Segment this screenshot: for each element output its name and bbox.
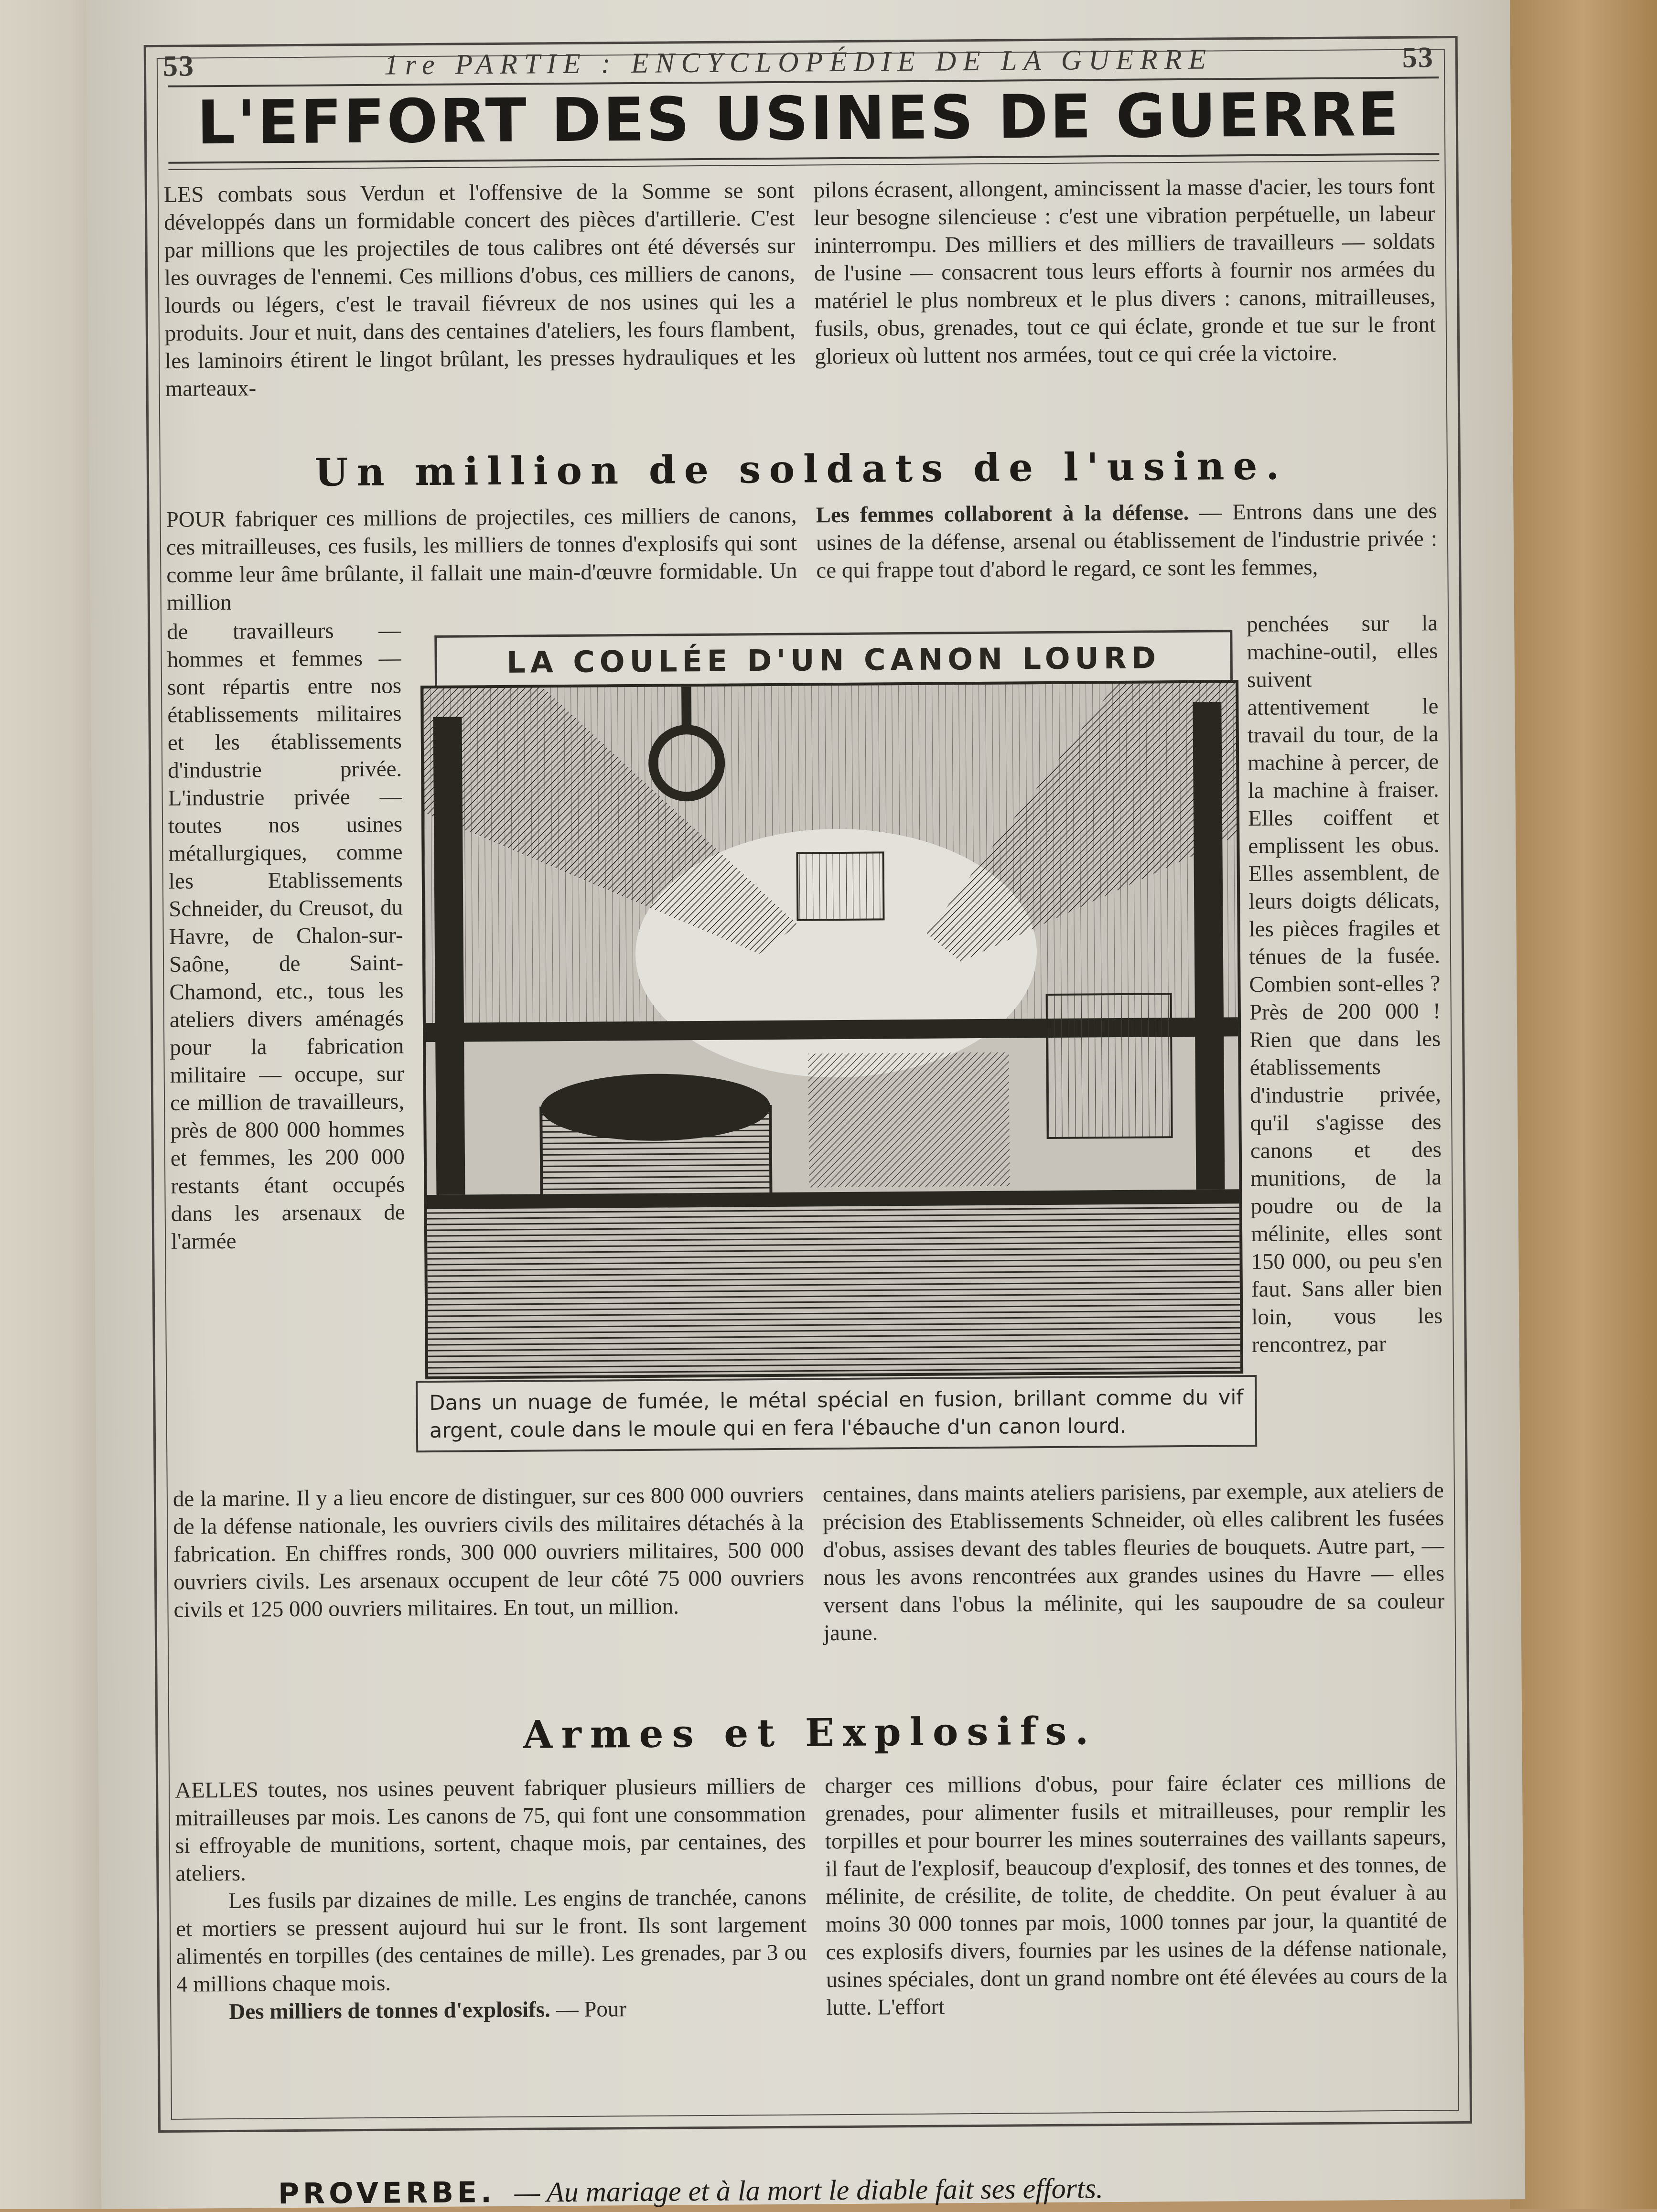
foundry-illustration: [423, 683, 1240, 1376]
page-title: L'EFFORT DES USINES DE GUERRE: [196, 79, 1401, 158]
section-title-1: Un million de soldats de l'usine.: [314, 443, 1288, 495]
section1-left-narrow-text: de travailleurs — hommes et femmes — sont répartis entre nos établissements militaires et les établissements d'industrie privée. L'industrie privée — toutes nos usines métallurgiques, comme les Etablissements Schneider, du Creusot, du Havre, de Chalon-sur-Saône, de Saint-Chamond, etc., tous les ateliers divers aménagés pour la fabrication militaire — occupe, sur ce million de travailleurs, près de 800 000 hommes et femmes, les 200 000 restants étant occupés dans les arsenaux de l'armée: [167, 618, 405, 1254]
footer-proverb: [278, 2169, 1520, 2211]
section2-right-column: [825, 1768, 1448, 2021]
section2-left-p2: Les fusils par dizaines de mille. Les engins de tranchée, canons et mortiers se pressent aujourd hui sur le front. Ils sont largement alimentés en torpilles (des centaines de mille). Les grenades, par 3 ou 4 millions chaque mois.: [176, 1884, 807, 1997]
page-number-left: 53: [162, 49, 195, 83]
figure-caption: Dans un nuage de fumée, le métal spécial en fusion, brillant comme du vif argent, coule dans le moule qui en fera l'ébauche d'un canon lourd.: [416, 1375, 1257, 1452]
foundry-engraving: [420, 680, 1243, 1379]
wood-table: [1510, 0, 1657, 2209]
page-number-right: 53: [1402, 41, 1434, 74]
section2-left-column: [175, 1772, 807, 2026]
intro-right-column: [814, 172, 1436, 370]
proverb-label: PROVERBE.: [278, 2176, 496, 2211]
section1-left-narrow: [167, 616, 405, 1255]
section2-left-p3: — Pour: [556, 1997, 627, 2022]
section1-left-top: [166, 502, 797, 617]
section1-left-top-text: POUR fabriquer ces millions de projectiles, ces milliers de canons, ces mitrailleuses, ces fusils, les milliers de tonnes d'explosifs qui sont comme leur âme brûlante, il fallait une main-d'œuvre formidable. Un million: [166, 503, 797, 615]
book-page: [86, 0, 1525, 2209]
proverb-text: — Au mariage et à la mort le diable fait ses efforts.: [514, 2172, 1104, 2208]
section2-left-subhead: Des milliers de tonnes d'explosifs.: [229, 1997, 550, 2025]
intro-right-text: pilons écrasent, allongent, amincissent la masse d'acier, les tours font leur besogne silencieuse : c'est une vibration perpétuelle, un labeur ininterrompu. Des milliers et des milliers de travailleurs — soldats de l'usine — consacrent tous leurs efforts à fournir nos armées du matériel le plus nombreux et le plus divers : canons, mitrailleuses, fusils, obus, grenades, tout ce qui éclate, gronde et tue sur le front glorieux où luttent nos armées, tout ce qui crée la victoire.: [813, 173, 1436, 369]
section-title-2: Armes et Explosifs.: [523, 1708, 1097, 1757]
section1-right-narrow: [1247, 609, 1443, 1359]
section1-right-top: [816, 497, 1437, 584]
section1-right-top-text: — Entrons dans une des usines de la défense, arsenal ou établissement de l'industrie privée : ce qui frappe tout d'abord le regard, ce sont les femmes,: [816, 498, 1438, 583]
section1-left-bottom: [173, 1481, 805, 1624]
intro-left-text: LES combats sous Verdun et l'offensive de la Somme se sont développés dans un formidable concert des pièces d'artillerie. C'est par millions que les projectiles de tous calibres ont été déversés sur les ouvrages de l'ennemi. Ces millions d'obus, ces milliers de canons, lourds ou légers, c'est le travail fiévreux de nos usines qui les a produits. Jour et nuit, dans des centaines d'ateliers, les fours flambent, les laminoirs étirent le lingot brûlant, les presses hydrauliques et les marteaux-: [163, 178, 796, 401]
section1-right-subhead: Les femmes collaborent à la défense.: [816, 500, 1189, 528]
section2-right-text: charger ces millions d'obus, pour faire éclater ces millions de grenades, pour alimenter fusils et mitrailleuses, pour remplir les torpilles et pour bourrer les mines souterraines des vaillants sapeurs, il faut de l'explosif, beaucoup d'explosif, des tonnes et des tonnes, de mélinite, de crésilite, de tolite, de cheddite. On peut évaluer à au moins 30 000 tonnes par mois, 1000 tonnes par jour, la quantité de ces explosifs divers, fournies par les usines de la défense nationale, usines spéciales, dont un grand nombre ont été élevées au cours de la lutte. L'effort: [824, 1769, 1448, 2020]
figure-title: LA COULÉE D'UN CANON LOURD: [434, 630, 1233, 690]
section1-right-bottom-text: centaines, dans maints ateliers parisiens, par exemple, aux ateliers de précision des Etablissements Schneider, où elles calibrent les fusées d'obus, assises devant des tables fleuries de bouquets. Autre part, — nous les avons rencontrées aux grandes usines du Havre — elles versent dans l'obus la mélinite, qui les saupoudre de sa couleur jaune.: [822, 1478, 1445, 1646]
section1-left-bottom-text: de la marine. Il y a lieu encore de distinguer, sur ces 800 000 ouvriers de la défense nationale, les ouvriers civils des militaires détachés à la fabrication. En chiffres ronds, 300 000 ouvriers militaires, 500 000 ouvriers civils. Les arsenaux occupent de leur côté 75 000 ouvriers civils et 125 000 ouvriers militaires. En tout, un million.: [172, 1482, 805, 1622]
section1-right-bottom: [823, 1476, 1445, 1647]
running-title: 1re PARTIE : ENCYCLOPÉDIE DE LA GUERRE: [384, 43, 1213, 81]
section2-left-p1: AELLES toutes, nos usines peuvent fabriquer plusieurs milliers de mitrailleuses par mois. Les canons de 75, qui font une consommation si effroyable de munitions, sortent, chaque mois, par centaines, des ateliers.: [174, 1773, 807, 1886]
intro-left-column: [164, 177, 796, 403]
section1-right-narrow-text: penchées sur la machine-outil, elles suivent attentivement le travail du tour, de la machine à percer, de la machine à fraiser. Elles coiffent et emplissent les obus. Elles assemblent, de leurs doigts délicats, les pièces fragiles et ténues de la fusée. Combien sont-elles ? Près de 200 000 ! Rien que dans les établissements d'industrie privée, qu'il s'agisse des canons et des munitions, de la poudre ou de la mélinite, elles sont 150 000, ou peu s'en faut. Sans aller bien loin, vous les rencontrez, par: [1247, 611, 1443, 1358]
